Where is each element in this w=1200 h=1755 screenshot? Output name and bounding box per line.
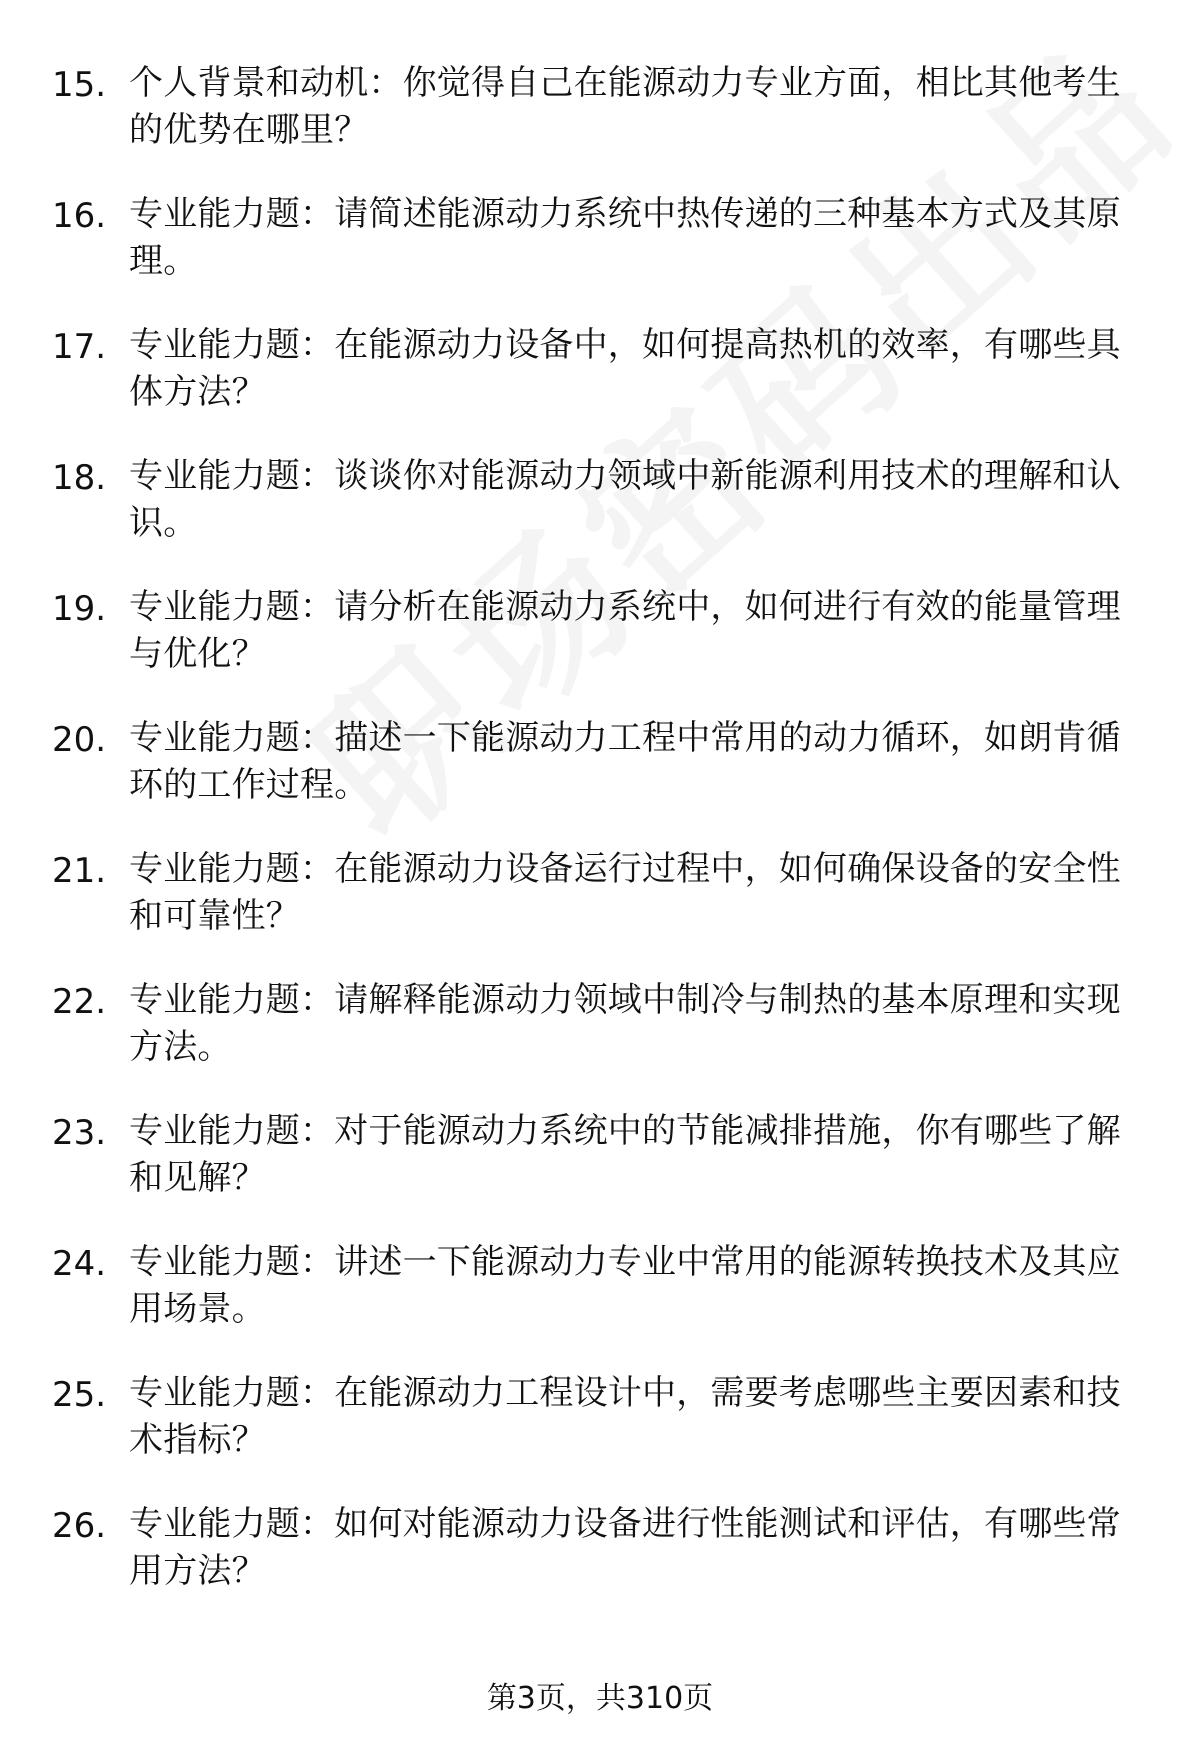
- question-number: 23.: [52, 1113, 107, 1153]
- question-text: 专业能力题：请解释能源动力领域中制冷与制热的基本原理和实现方法。: [129, 980, 1121, 1067]
- question-number: 16.: [52, 196, 107, 236]
- question-text: 专业能力题：对于能源动力系统中的节能减排措施，你有哪些了解和见解？: [129, 1111, 1121, 1198]
- question-text: 专业能力题：请简述能源动力系统中热传递的三种基本方式及其原理。: [129, 194, 1121, 281]
- question-number: 24.: [52, 1244, 107, 1284]
- question-number: 26.: [52, 1506, 107, 1546]
- question-item: [0, 322, 1200, 453]
- question-item: [0, 715, 1200, 846]
- question-text: 专业能力题：描述一下能源动力工程中常用的动力循环，如朗肯循环的工作过程。: [129, 718, 1121, 805]
- question-number: 15.: [52, 65, 107, 105]
- question-number: 21.: [52, 851, 107, 891]
- question-text: 专业能力题：如何对能源动力设备进行性能测试和评估，有哪些常用方法？: [129, 1504, 1121, 1591]
- question-item: [0, 1501, 1200, 1632]
- question-item: [0, 191, 1200, 322]
- question-item: [0, 584, 1200, 715]
- question-item: [0, 60, 1200, 191]
- question-number: 18.: [52, 458, 107, 498]
- question-text: 专业能力题：请分析在能源动力系统中，如何进行有效的能量管理与优化？: [129, 587, 1121, 674]
- question-number: 22.: [52, 982, 107, 1022]
- question-item: [0, 1370, 1200, 1501]
- question-text: 专业能力题：谈谈你对能源动力领域中新能源利用技术的理解和认识。: [129, 456, 1121, 543]
- question-text: 专业能力题：在能源动力设备运行过程中，如何确保设备的安全性和可靠性？: [129, 849, 1121, 936]
- question-list: [0, 60, 1200, 1632]
- question-item: [0, 1108, 1200, 1239]
- question-text: 专业能力题：在能源动力工程设计中，需要考虑哪些主要因素和技术指标？: [129, 1373, 1121, 1460]
- question-item: [0, 977, 1200, 1108]
- question-item: [0, 453, 1200, 584]
- question-text: 专业能力题：在能源动力设备中，如何提高热机的效率，有哪些具体方法？: [129, 325, 1121, 412]
- question-number: 17.: [52, 327, 107, 367]
- question-text: 个人背景和动机：你觉得自己在能源动力专业方面，相比其他考生的优势在哪里？: [129, 63, 1121, 150]
- question-item: [0, 846, 1200, 977]
- page-footer: 第3页，共310页: [486, 1681, 714, 1716]
- question-item: [0, 1239, 1200, 1370]
- question-number: 25.: [52, 1375, 107, 1415]
- question-number: 20.: [52, 720, 107, 760]
- question-text: 专业能力题：讲述一下能源动力专业中常用的能源转换技术及其应用场景。: [129, 1242, 1121, 1329]
- question-number: 19.: [52, 589, 107, 629]
